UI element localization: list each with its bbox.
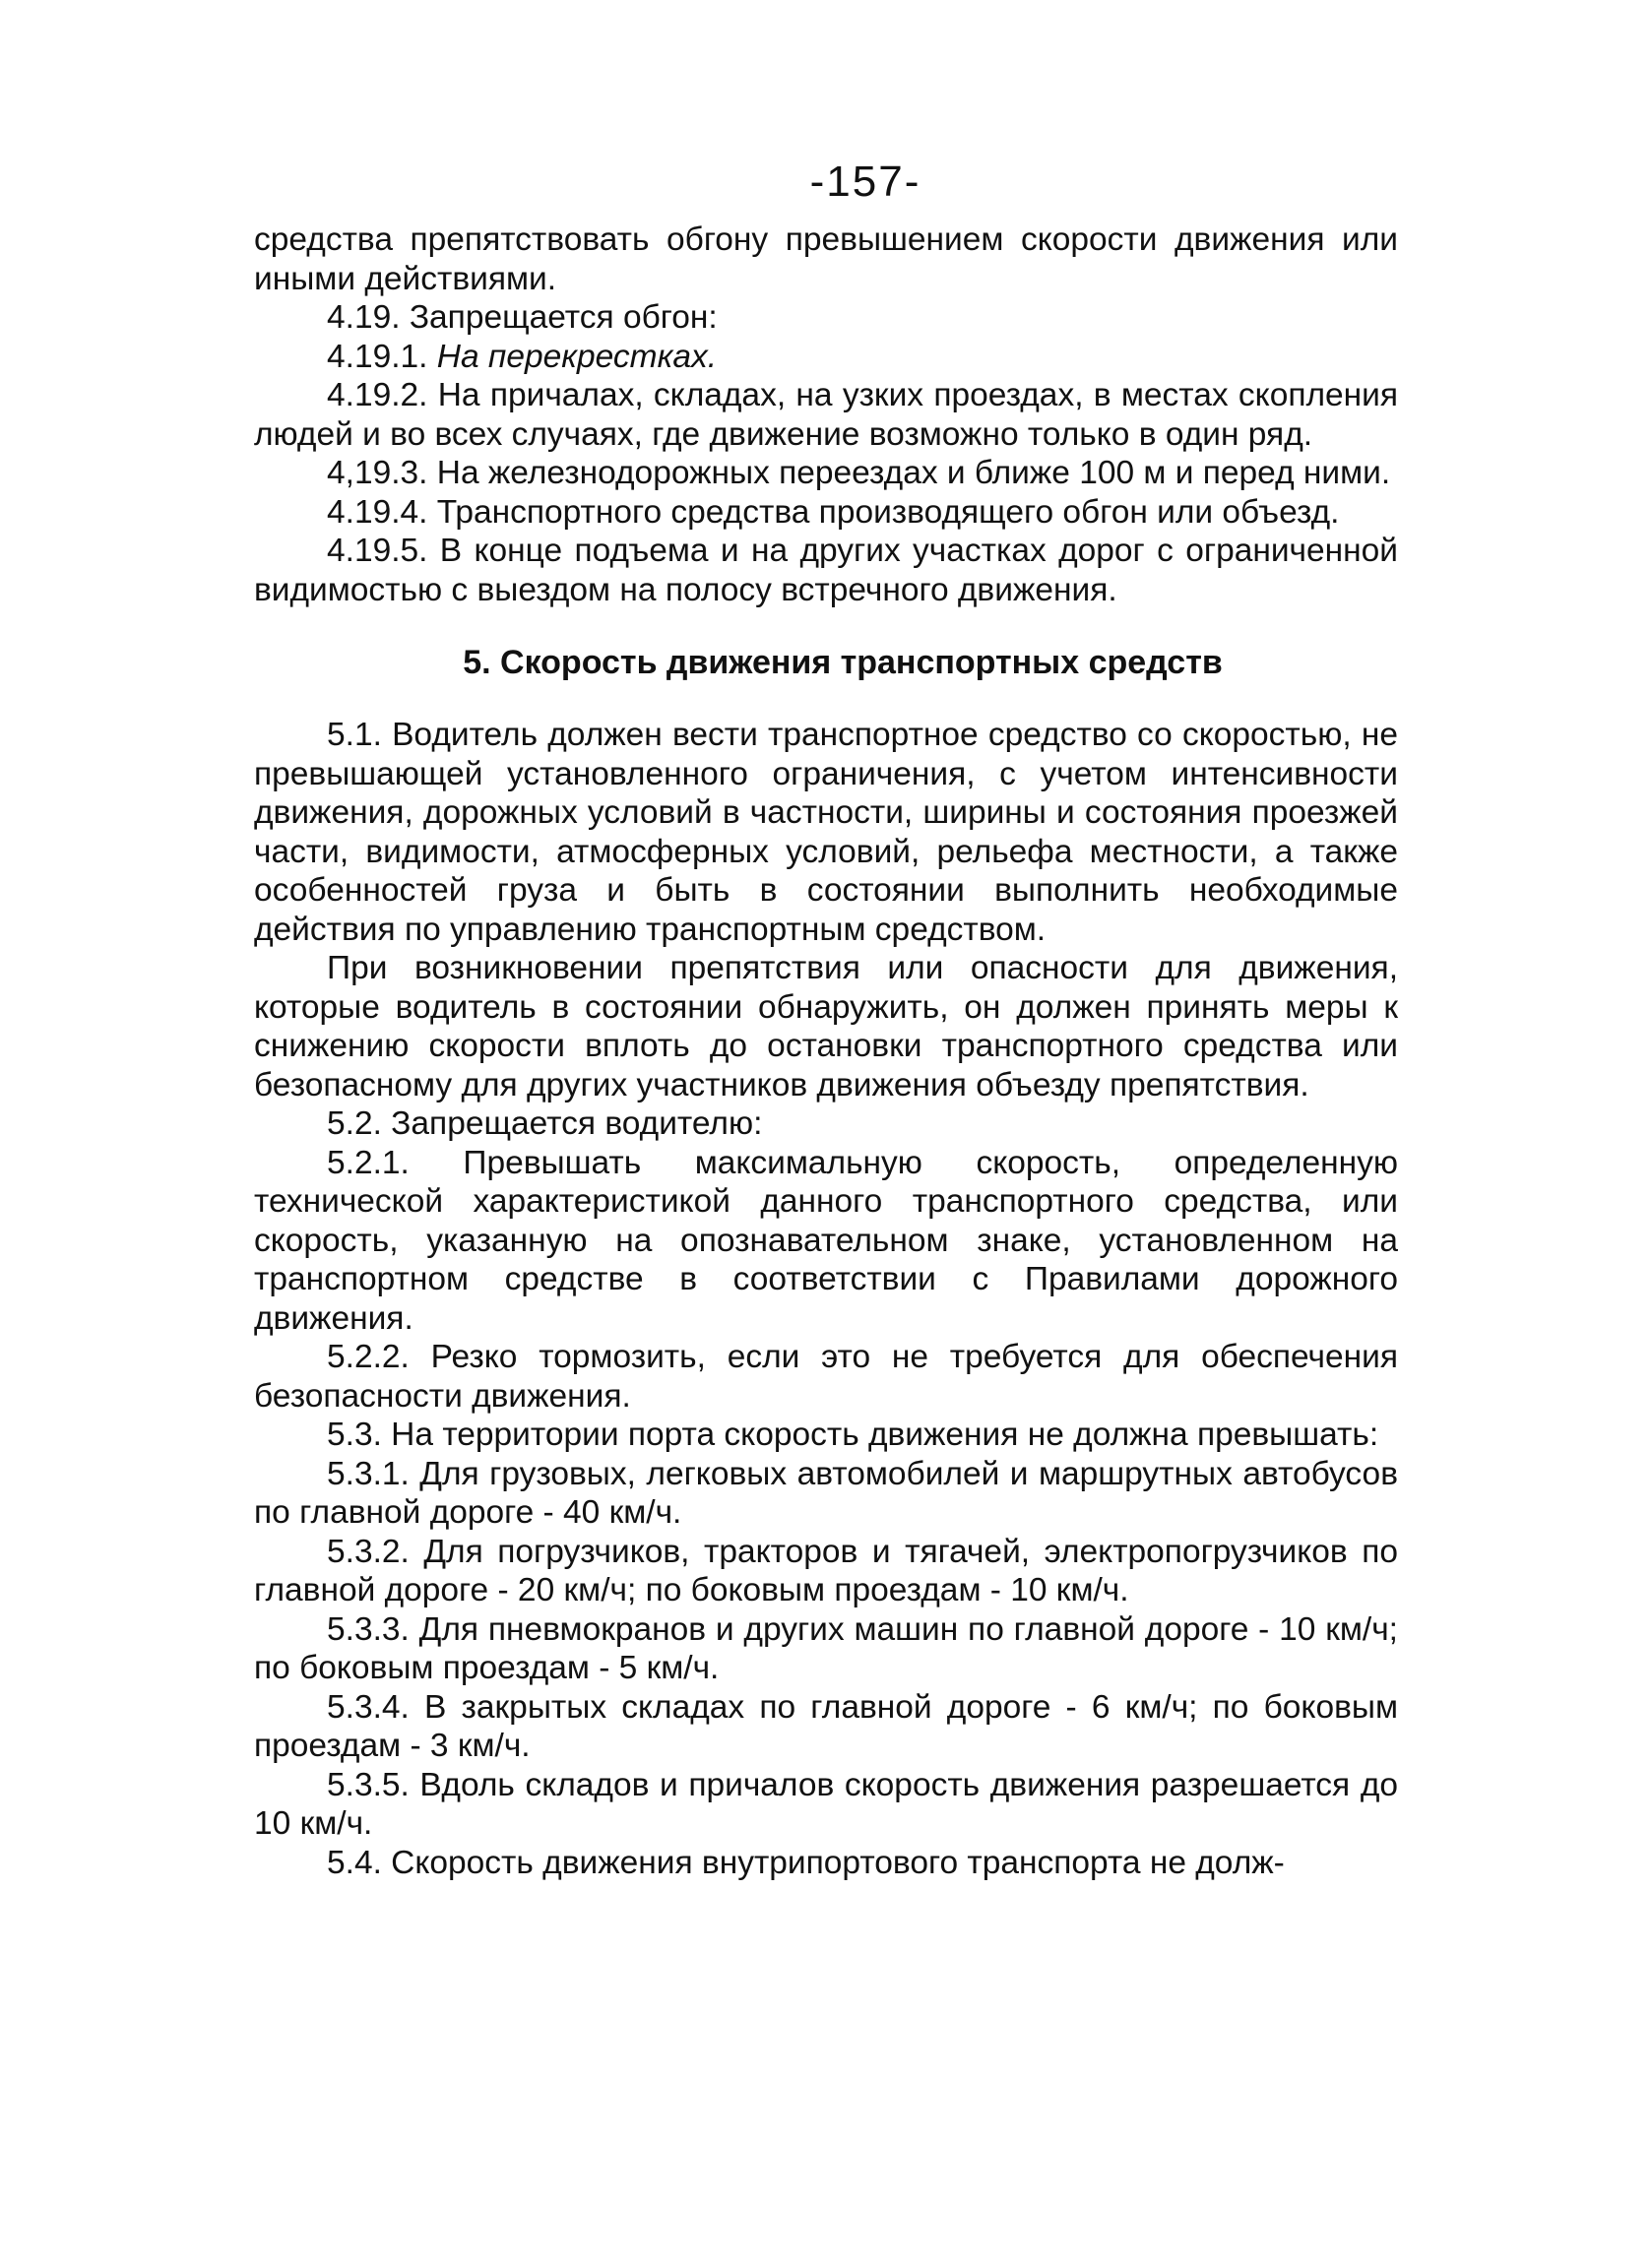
paragraph-5-3: 5.3. На территории порта скорость движения не должна превышать: <box>327 1417 1379 1453</box>
document-page <box>254 158 1398 1882</box>
paragraph-4-19: 4.19. Запрещается обгон: <box>327 299 718 336</box>
paragraph-5-3-3: 5.3.3. Для пневмокранов и других машин по главной дороге - 10 км/ч; по боковым проездам - 5 км/ч. <box>254 1610 1398 1686</box>
paragraph-5-1: 5.1. Водитель должен вести транспортное средство со скоростью, не превышающей установленного ограничения, с учетом интенсивности движения, дорожных условий в частности, ширины и состояния проезжей части, видимости, атмосферных условий, рельефа местности, а также особенностей груза и быть в состоянии выполнить необходимые действия по управлению транспортным средством. <box>254 717 1398 948</box>
paragraph-5-4: 5.4. Скорость движения внутрипортового транспорта не долж- <box>327 1844 1285 1881</box>
page-number: -157- <box>809 158 921 206</box>
paragraph-4-19-2: 4.19.2. На причалах, складах, на узких проездах, в местах скопления людей и во всех случаях, где движение возможно только в один ряд. <box>254 377 1398 453</box>
paragraph-4-19-3: 4,19.3. На железнодорожных переездах и ближе 100 м и перед ними. <box>327 455 1391 491</box>
paragraph-4-19-4: 4.19.4. Транспортного средства производящего обгон или объезд. <box>327 493 1340 531</box>
paragraph-5-2-2: 5.2.2. Резко тормозить, если это не требуется для обеспечения безопасности движения. <box>254 1339 1398 1415</box>
paragraph-5-3-4: 5.3.4. В закрытых складах по главной дороге - 6 км/ч; по боковым проездам - 3 км/ч. <box>254 1688 1398 1764</box>
paragraph-4-19-5: 4.19.5. В конце подъема и на других участках дорог с ограниченной видимостью с выездом на полосу встречного движения. <box>254 533 1398 608</box>
paragraph-continuation: средства препятствовать обгону превышением скорости движения или иными действиями. <box>254 221 1398 297</box>
paragraph-5-3-5: 5.3.5. Вдоль складов и причалов скорость движения разрешается до 10 км/ч. <box>254 1766 1398 1842</box>
section-heading: 5. Скорость движения транспортных средств <box>463 644 1223 681</box>
paragraph-4-19-1 <box>254 338 1398 377</box>
paragraph-obstacle: При возникновении препятствия или опасности для движения, которые водитель в состоянии обнаружить, он должен принять меры к снижению скорости вплоть до остановки транспортного средства или безопасному для других участников движения объезду препятствия. <box>254 950 1398 1103</box>
paragraph-4-19-1-text: На перекрестках. <box>436 338 718 375</box>
paragraph-5-2: 5.2. Запрещается водителю: <box>327 1105 763 1142</box>
paragraph-5-2-1: 5.2.1. Превышать максимальную скорость, определенную технической характеристикой данного транспортного средства, или скорость, указанную на опознавательном знаке, установленном на транспортном средстве в соответствии с Правилами дорожного движения. <box>254 1144 1398 1337</box>
paragraph-5-3-1: 5.3.1. Для грузовых, легковых автомобилей и маршрутных автобусов по главной дороге - 40 км/ч. <box>254 1455 1398 1531</box>
paragraph-4-19-1-number: 4.19.1. <box>327 338 428 375</box>
paragraph-5-3-2: 5.3.2. Для погрузчиков, тракторов и тягачей, электропогрузчиков по главной дороге - 20 км/ч; по боковым проездам - 10 км/ч. <box>254 1533 1398 1608</box>
